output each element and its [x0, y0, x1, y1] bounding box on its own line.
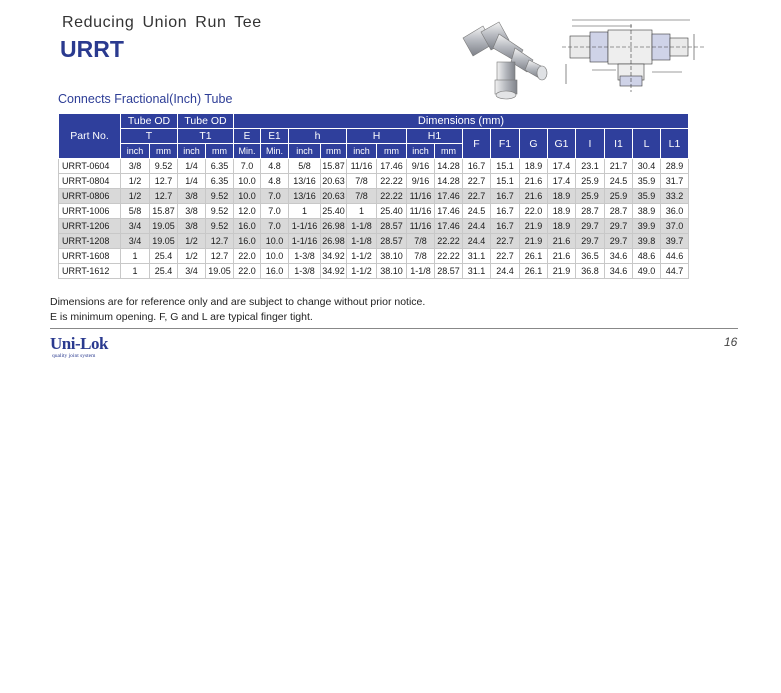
- col-tube-od-t-label: Tube OD: [127, 115, 171, 127]
- table-cell: 11/16: [407, 204, 435, 219]
- table-cell: 29.7: [576, 219, 605, 234]
- table-cell: 12.7: [150, 189, 178, 204]
- table-cell: 14.28: [435, 159, 463, 174]
- table-cell: 9.52: [150, 159, 178, 174]
- unit-inch: inch: [347, 144, 377, 159]
- unit-mm: mm: [377, 144, 407, 159]
- table-cell: 21.7: [605, 159, 633, 174]
- table-cell: 25.4: [150, 249, 178, 264]
- col-e: E: [234, 129, 261, 144]
- col-l: L: [633, 129, 661, 159]
- table-cell: 28.7: [605, 204, 633, 219]
- table-cell: 29.7: [605, 219, 633, 234]
- table-cell: 12.7: [206, 249, 234, 264]
- table-cell: 29.7: [605, 234, 633, 249]
- table-cell: 10.0: [261, 234, 289, 249]
- table-cell: 3/8: [121, 159, 150, 174]
- part-number-cell: URRT-1006: [59, 204, 121, 219]
- table-cell: 15.1: [491, 159, 520, 174]
- table-cell: 22.22: [435, 234, 463, 249]
- col-f1: F1: [491, 129, 520, 159]
- table-cell: 1: [121, 264, 150, 279]
- table-cell: 17.46: [377, 159, 407, 174]
- table-cell: 35.9: [633, 174, 661, 189]
- dimensions-table: [58, 113, 689, 279]
- table-cell: 38.10: [377, 264, 407, 279]
- table-cell: 1-3/8: [289, 249, 321, 264]
- table-cell: 6.35: [206, 159, 234, 174]
- table-cell: 6.35: [206, 174, 234, 189]
- connects-caption: Connects Fractional(Inch) Tube: [58, 92, 233, 106]
- table-cell: 38.10: [377, 249, 407, 264]
- table-cell: 24.5: [605, 174, 633, 189]
- col-i: I: [576, 129, 605, 159]
- table-cell: 12.7: [206, 234, 234, 249]
- unit-inch: inch: [407, 144, 435, 159]
- col-tube-od-t1-label: Tube OD: [184, 115, 227, 127]
- part-number-cell: URRT-0806: [59, 189, 121, 204]
- table-cell: 22.7: [463, 174, 491, 189]
- table-cell: 11/16: [407, 189, 435, 204]
- table-cell: 26.1: [520, 264, 548, 279]
- product-code: URRT: [60, 36, 124, 62]
- dimensions-group-header: Dimensions (mm): [234, 114, 689, 129]
- table-cell: 3/4: [121, 219, 150, 234]
- table-cell: 17.4: [548, 174, 576, 189]
- fitting-photo: [455, 18, 555, 102]
- table-cell: 18.9: [548, 189, 576, 204]
- table-cell: 17.46: [435, 219, 463, 234]
- table-cell: 31.7: [661, 174, 689, 189]
- table-cell: 1: [121, 249, 150, 264]
- table-cell: 19.05: [206, 264, 234, 279]
- table-cell: 14.28: [435, 174, 463, 189]
- table-cell: 36.8: [576, 264, 605, 279]
- table-cell: 24.4: [463, 219, 491, 234]
- table-cell: 7/8: [407, 249, 435, 264]
- table-cell: 17.46: [435, 189, 463, 204]
- table-cell: 22.22: [435, 249, 463, 264]
- table-cell: 26.98: [321, 219, 347, 234]
- table-cell: 10.0: [234, 189, 261, 204]
- table-cell: 29.7: [576, 234, 605, 249]
- part-number-cell: URRT-0604: [59, 159, 121, 174]
- table-cell: 5/8: [121, 204, 150, 219]
- table-row: [59, 189, 689, 204]
- table-row: [59, 234, 689, 249]
- fitting-dimension-drawing: [562, 14, 705, 94]
- table-cell: 10.0: [234, 174, 261, 189]
- table-cell: 21.9: [520, 234, 548, 249]
- table-cell: 9.52: [206, 219, 234, 234]
- table-cell: 1-1/2: [347, 249, 377, 264]
- table-cell: 22.22: [377, 174, 407, 189]
- table-row: [59, 204, 689, 219]
- table-cell: 31.1: [463, 249, 491, 264]
- col-h1: H1: [407, 129, 463, 144]
- table-row: [59, 174, 689, 189]
- table-cell: 25.9: [605, 189, 633, 204]
- col-h-small: h: [289, 129, 347, 144]
- table-cell: 7/8: [407, 234, 435, 249]
- unit-mm: mm: [150, 144, 178, 159]
- table-cell: 11/16: [407, 219, 435, 234]
- table-cell: 16.7: [491, 219, 520, 234]
- table-cell: 1: [347, 204, 377, 219]
- table-cell: 16.0: [234, 234, 261, 249]
- table-cell: 20.63: [321, 174, 347, 189]
- table-cell: 30.4: [633, 159, 661, 174]
- table-cell: 44.6: [661, 249, 689, 264]
- table-cell: 25.40: [321, 204, 347, 219]
- table-cell: 25.9: [576, 174, 605, 189]
- table-cell: 7.0: [261, 219, 289, 234]
- table-cell: 12.7: [150, 174, 178, 189]
- note-line-2: E is minimum opening. F, G and L are typical finger tight.: [50, 311, 313, 323]
- table-cell: 17.46: [435, 204, 463, 219]
- table-cell: 19.05: [150, 234, 178, 249]
- col-tube-od-t: [121, 114, 178, 129]
- table-cell: 25.4: [150, 264, 178, 279]
- table-cell: 1-1/16: [289, 219, 321, 234]
- table-cell: 7.0: [234, 159, 261, 174]
- table-cell: 3/4: [121, 234, 150, 249]
- unit-inch: inch: [289, 144, 321, 159]
- unit-mm: mm: [206, 144, 234, 159]
- table-cell: 22.0: [234, 249, 261, 264]
- col-part-no: Part No.: [59, 114, 121, 159]
- table-cell: 24.4: [491, 264, 520, 279]
- table-cell: 49.0: [633, 264, 661, 279]
- unit-mm: mm: [321, 144, 347, 159]
- table-cell: 36.0: [661, 204, 689, 219]
- table-cell: 9.52: [206, 204, 234, 219]
- table-cell: 1: [289, 204, 321, 219]
- table-cell: 48.6: [633, 249, 661, 264]
- table-cell: 39.8: [633, 234, 661, 249]
- part-number-cell: URRT-1612: [59, 264, 121, 279]
- table-cell: 19.05: [150, 219, 178, 234]
- logo-tagline: quality joint system: [52, 353, 96, 359]
- table-cell: 34.6: [605, 264, 633, 279]
- table-cell: 35.9: [633, 189, 661, 204]
- table-cell: 15.1: [491, 174, 520, 189]
- table-cell: 23.1: [576, 159, 605, 174]
- table-cell: 16.0: [234, 219, 261, 234]
- col-h-large: H: [347, 129, 407, 144]
- table-cell: 3/4: [178, 264, 206, 279]
- col-e1: E1: [261, 129, 289, 144]
- table-cell: 18.9: [548, 204, 576, 219]
- col-l1: L1: [661, 129, 689, 159]
- note-line-1: Dimensions are for reference only and are subject to change without prior notice.: [50, 296, 426, 308]
- col-f: F: [463, 129, 491, 159]
- table-cell: 5/8: [289, 159, 321, 174]
- table-cell: 1-1/8: [407, 264, 435, 279]
- table-cell: 21.6: [520, 174, 548, 189]
- table-cell: 21.6: [548, 234, 576, 249]
- table-cell: 9/16: [407, 174, 435, 189]
- table-row: [59, 159, 689, 174]
- unit-inch: inch: [121, 144, 150, 159]
- footer-divider: [50, 328, 738, 329]
- table-cell: 7/8: [347, 174, 377, 189]
- col-g1: G1: [548, 129, 576, 159]
- table-cell: 1/4: [178, 174, 206, 189]
- col-tube-t-symbol: T: [121, 129, 178, 144]
- table-cell: 36.5: [576, 249, 605, 264]
- table-cell: 39.9: [633, 219, 661, 234]
- table-cell: 4.8: [261, 174, 289, 189]
- table-cell: 16.0: [261, 264, 289, 279]
- logo-name: Uni-Lok: [50, 334, 108, 353]
- table-cell: 3/8: [178, 189, 206, 204]
- table-cell: 31.1: [463, 264, 491, 279]
- table-cell: 15.87: [150, 204, 178, 219]
- table-cell: 25.40: [377, 204, 407, 219]
- table-cell: 7.0: [261, 189, 289, 204]
- col-tube-od-t1: [178, 114, 234, 129]
- table-cell: 44.7: [661, 264, 689, 279]
- table-cell: 21.6: [548, 249, 576, 264]
- unit-mm: mm: [435, 144, 463, 159]
- col-e-min: Min.: [234, 144, 261, 159]
- table-cell: 22.7: [463, 189, 491, 204]
- table-cell: 10.0: [261, 249, 289, 264]
- table-cell: 39.7: [661, 234, 689, 249]
- table-cell: 7/8: [347, 189, 377, 204]
- part-number-cell: URRT-0804: [59, 174, 121, 189]
- table-cell: 21.6: [520, 189, 548, 204]
- table-cell: 18.9: [548, 219, 576, 234]
- table-cell: 1-1/8: [347, 234, 377, 249]
- col-tube-t1-symbol: T1: [178, 129, 234, 144]
- table-cell: 3/8: [178, 204, 206, 219]
- table-cell: 22.7: [491, 234, 520, 249]
- part-number-cell: URRT-1206: [59, 219, 121, 234]
- table-cell: 38.9: [633, 204, 661, 219]
- table-cell: 26.98: [321, 234, 347, 249]
- table-cell: 1/2: [121, 189, 150, 204]
- table-cell: 20.63: [321, 189, 347, 204]
- product-subtitle: Reducing Union Run Tee: [62, 14, 262, 31]
- table-cell: 34.6: [605, 249, 633, 264]
- table-row: [59, 249, 689, 264]
- table-cell: 11/16: [347, 159, 377, 174]
- table-cell: 34.92: [321, 264, 347, 279]
- table-cell: 13/16: [289, 174, 321, 189]
- col-g: G: [520, 129, 548, 159]
- part-number-cell: URRT-1208: [59, 234, 121, 249]
- table-cell: 28.57: [377, 234, 407, 249]
- table-cell: 21.9: [520, 219, 548, 234]
- table-cell: 12.0: [234, 204, 261, 219]
- table-cell: 4.8: [261, 159, 289, 174]
- table-cell: 34.92: [321, 249, 347, 264]
- table-cell: 1/2: [178, 234, 206, 249]
- unit-inch: inch: [178, 144, 206, 159]
- table-row: [59, 219, 689, 234]
- table-cell: 24.5: [463, 204, 491, 219]
- table-cell: 9.52: [206, 189, 234, 204]
- table-cell: 17.4: [548, 159, 576, 174]
- table-cell: 28.57: [435, 264, 463, 279]
- table-cell: 26.1: [520, 249, 548, 264]
- table-cell: 16.7: [491, 204, 520, 219]
- table-cell: 1/4: [178, 159, 206, 174]
- table-cell: 21.9: [548, 264, 576, 279]
- table-cell: 13/16: [289, 189, 321, 204]
- table-cell: 25.9: [576, 189, 605, 204]
- table-cell: 24.4: [463, 234, 491, 249]
- col-e1-min: Min.: [261, 144, 289, 159]
- page-number: 16: [724, 335, 738, 349]
- table-cell: 22.7: [491, 249, 520, 264]
- table-cell: 3/8: [178, 219, 206, 234]
- table-cell: 1-1/2: [347, 264, 377, 279]
- table-cell: 1/2: [178, 249, 206, 264]
- table-cell: 1-1/16: [289, 234, 321, 249]
- table-cell: 9/16: [407, 159, 435, 174]
- table-cell: 28.9: [661, 159, 689, 174]
- part-number-cell: URRT-1608: [59, 249, 121, 264]
- table-cell: 1-3/8: [289, 264, 321, 279]
- table-cell: 28.7: [576, 204, 605, 219]
- table-cell: 22.22: [377, 189, 407, 204]
- table-cell: 18.9: [520, 159, 548, 174]
- table-row: [59, 264, 689, 279]
- table-cell: 15.87: [321, 159, 347, 174]
- table-cell: 7.0: [261, 204, 289, 219]
- table-cell: 28.57: [377, 219, 407, 234]
- table-cell: 16.7: [463, 159, 491, 174]
- table-cell: 33.2: [661, 189, 689, 204]
- table-cell: 22.0: [234, 264, 261, 279]
- col-i1: I1: [605, 129, 633, 159]
- table-cell: 1-1/8: [347, 219, 377, 234]
- table-cell: 1/2: [121, 174, 150, 189]
- unilok-logo: [50, 335, 120, 361]
- table-cell: 37.0: [661, 219, 689, 234]
- notes: [50, 295, 425, 325]
- table-cell: 16.7: [491, 189, 520, 204]
- table-cell: 22.0: [520, 204, 548, 219]
